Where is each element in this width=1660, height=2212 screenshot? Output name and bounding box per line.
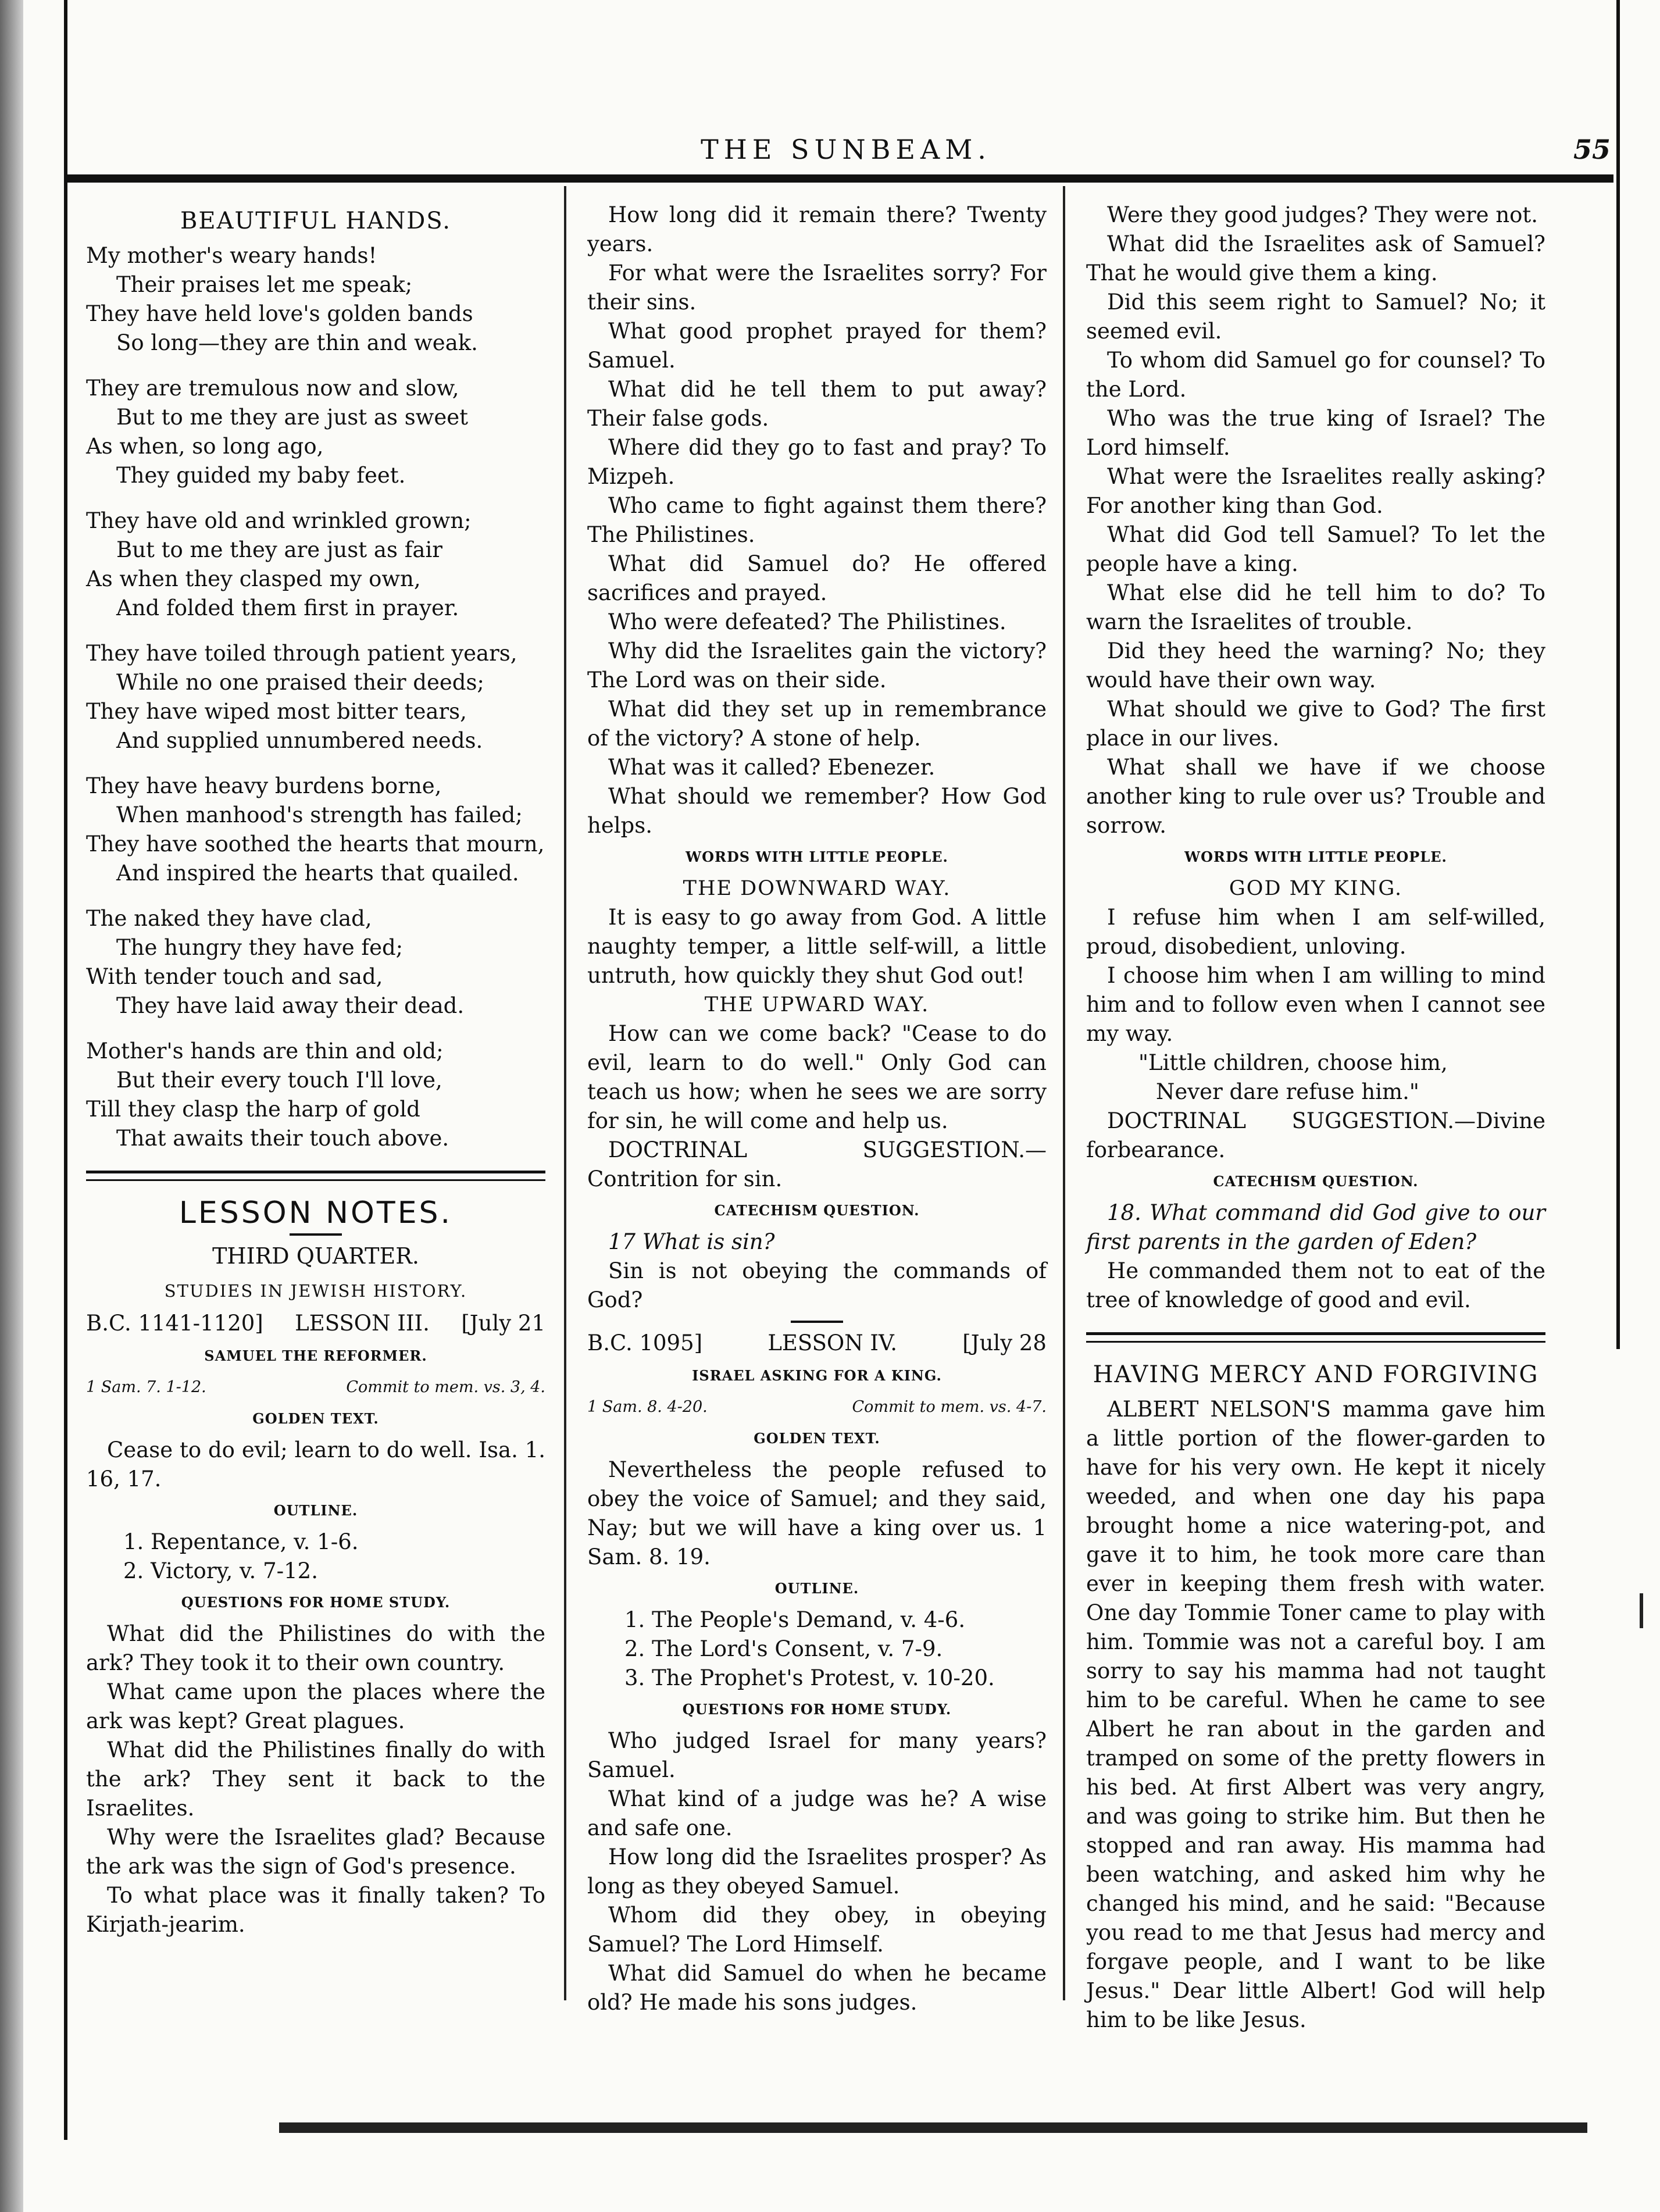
- lesson-4-commit: Commit to mem. vs. 4-7.: [852, 1398, 1047, 1416]
- lesson-3-month: [July 21: [461, 1311, 545, 1336]
- outline-item: 2. The Lord's Consent, v. 7-9.: [624, 1636, 943, 1661]
- doctrinal-suggestion: DOCTRINAL SUGGESTION.—Contrition for sin.: [587, 1137, 1047, 1191]
- golden-text: Cease to do evil; learn to do well. Isa. 1. 16, 17.: [86, 1437, 545, 1492]
- qa-item: What good prophet prayed for them? Samuel.: [587, 319, 1047, 373]
- lesson-3-commit: Commit to mem. vs. 3, 4.: [346, 1378, 545, 1396]
- margin-mark: [1640, 1593, 1643, 1628]
- qa-item: Did this seem right to Samuel? No; it seemed evil.: [1086, 290, 1545, 344]
- catechism-answer: Sin is not obeying the commands of God?: [587, 1258, 1047, 1312]
- lesson-4-line: [587, 1329, 1047, 1358]
- quote-line: "Little children, choose him,: [1138, 1050, 1448, 1075]
- poem-stanza: [86, 639, 545, 755]
- poem-stanza: [86, 772, 545, 888]
- qa-item: What did the Israelites ask of Samuel? That he would give them a king.: [1086, 231, 1545, 286]
- golden-text: Nevertheless the people refused to obey the voice of Samuel; and they said, Nay; but we will have a king over us. 1 Sam. 8. 19.: [587, 1457, 1047, 1569]
- poem-line: They have held love's golden bands: [86, 301, 473, 326]
- question: What did the Philistines do with the ark? They took it to their own country.: [86, 1621, 545, 1675]
- poem-line: And folded them first in prayer.: [116, 595, 459, 620]
- qa-item: For what were the Israelites sorry? For their sins.: [587, 261, 1047, 315]
- doctrinal-suggestion: DOCTRINAL SUGGESTION.—Divine forbearance.: [1086, 1108, 1545, 1162]
- poem-line: They have laid away their dead.: [116, 993, 465, 1018]
- qa-item: Were they good judges? They were not.: [1107, 202, 1538, 227]
- poem-line: Till they clasp the harp of gold: [86, 1097, 420, 1122]
- qa-item: Who came to fight against them there? The Philistines.: [587, 493, 1047, 547]
- catechism-question: 17 What is sin?: [608, 1229, 775, 1254]
- poem-line: They have heavy burdens borne,: [86, 773, 442, 798]
- qa-item: How long did it remain there? Twenty years.: [587, 202, 1047, 256]
- poem-line: They have soothed the hearts that mourn,: [86, 832, 545, 857]
- lesson-notes-title: LESSON NOTES.: [179, 1196, 453, 1230]
- upward-title: THE UPWARD WAY.: [704, 993, 930, 1016]
- lesson-4-date: B.C. 1095]: [587, 1330, 703, 1355]
- poem-line: They guided my baby feet.: [116, 463, 406, 488]
- lesson-3-label: LESSON III.: [295, 1311, 430, 1336]
- question: What did Samuel do when he became old? He made his sons judges.: [587, 1961, 1047, 2015]
- outline-item: 1. Repentance, v. 1-6.: [123, 1529, 359, 1554]
- poem-line: My mother's weary hands!: [86, 243, 377, 268]
- catechism-label: CATECHISM QUESTION.: [1213, 1173, 1419, 1190]
- poem-line: The hungry they have fed;: [116, 935, 404, 960]
- poem-line: As when, so long ago,: [86, 434, 324, 459]
- lesson-3-title: SAMUEL THE REFORMER.: [204, 1347, 427, 1364]
- story-text: ALBERT NELSON'S mamma gave him a little portion of the flower-garden to have for his very own. He kept it nicely weeded, and when one day his papa brought home a nice watering-pot, and gave it to him, he took more care than ever in keeping them fresh with water. One day Tommie Toner came to play with him. Tommie was not a careful boy. I am sorry to say his mamma had not taught him to be careful. When he came to see Albert he ran about in the garden and tramped on some of the pretty flowers in his bed. At first Albert was very angry, and was going to strike him. But then he stopped and ran away. His mamma had been watching, and asked him why he changed his mind, and he said: "Because you read to me that Jesus had mercy and forgave people, and I want to be like Jesus." Dear little Albert! God will help him to be like Jesus.: [1086, 1397, 1545, 2032]
- question: Whom did they obey, in obeying Samuel? The Lord Himself.: [587, 1903, 1047, 1957]
- page-number: 55: [1573, 134, 1611, 165]
- studies-heading: STUDIES IN JEWISH HISTORY.: [164, 1281, 467, 1301]
- lesson-4-scripture: 1 Sam. 8. 4-20.: [587, 1398, 708, 1416]
- questions-label: QUESTIONS FOR HOME STUDY.: [682, 1701, 952, 1718]
- qa-item: What should we give to God? The first place in our lives.: [1086, 697, 1545, 751]
- poem: [86, 241, 545, 1153]
- poem-line: And inspired the hearts that quailed.: [116, 861, 519, 886]
- question: What kind of a judge was he? A wise and safe one.: [587, 1786, 1047, 1840]
- lesson-4-label: LESSON IV.: [767, 1330, 898, 1355]
- words-label: WORDS WITH LITTLE PEOPLE.: [686, 848, 948, 865]
- double-rule: [1086, 1332, 1545, 1343]
- words-label: WORDS WITH LITTLE PEOPLE.: [1184, 848, 1447, 865]
- poem-stanza: [86, 904, 545, 1021]
- lesson-4-title: ISRAEL ASKING FOR A KING.: [692, 1367, 942, 1384]
- page-header: [81, 134, 1611, 180]
- bottom-rule: [279, 2122, 1587, 2133]
- golden-text-label: GOLDEN TEXT.: [754, 1430, 880, 1447]
- lesson-3-line: [86, 1309, 545, 1338]
- poem-line: So long—they are thin and weak.: [116, 330, 478, 355]
- scan-edge: [0, 0, 23, 2212]
- poem-line: They have toiled through patient years,: [86, 641, 517, 666]
- poem-line: But to me they are just as sweet: [116, 405, 469, 430]
- poem-line: With tender touch and sad,: [86, 964, 383, 989]
- qa-item: Did they heed the warning? No; they would have their own way.: [1086, 638, 1545, 693]
- qa-item: Who were defeated? The Philistines.: [608, 609, 1006, 634]
- lesson-4-month: [July 28: [962, 1330, 1047, 1355]
- poem-stanza: [86, 506, 545, 623]
- right-border-rule: [1616, 0, 1620, 1349]
- catechism-answer: He commanded them not to eat of the tree of knowledge of good and evil.: [1086, 1258, 1545, 1312]
- catechism-label: CATECHISM QUESTION.: [714, 1202, 920, 1219]
- qa-item: What did God tell Samuel? To let the people have a king.: [1086, 522, 1545, 576]
- poem-line: They are tremulous now and slow,: [86, 376, 459, 401]
- refuse-text: I refuse him when I am self-willed, proud, disobedient, unloving.: [1086, 905, 1545, 959]
- double-rule: [86, 1171, 545, 1181]
- poem-line: They have old and wrinkled grown;: [86, 508, 472, 533]
- quote-line: Never dare refuse him.": [1156, 1079, 1419, 1104]
- story-title: HAVING MERCY AND FORGIVING: [1093, 1361, 1539, 1388]
- upward-text: How can we come back? "Cease to do evil, learn to do well." Only God can teach us how; when he sees we are sorry for sin, he will come and help us.: [587, 1021, 1047, 1133]
- short-rule: [290, 1233, 342, 1236]
- question: What came upon the places where the ark was kept? Great plagues.: [86, 1679, 545, 1733]
- qa-item: What were the Israelites really asking? For another king than God.: [1086, 464, 1545, 518]
- quarter-heading: THIRD QUARTER.: [212, 1243, 419, 1269]
- poem-stanza: [86, 1037, 545, 1153]
- short-rule: [791, 1321, 843, 1323]
- question: What did the Philistines finally do with the ark? They sent it back to the Israelites.: [86, 1738, 545, 1821]
- header-rule: [67, 174, 1613, 183]
- poem-line: While no one praised their deeds;: [116, 670, 484, 695]
- question: How long did the Israelites prosper? As long as they obeyed Samuel.: [587, 1844, 1047, 1899]
- poem-title: BEAUTIFUL HANDS.: [180, 208, 451, 234]
- poem-line: And supplied unnumbered needs.: [116, 728, 483, 753]
- column-2: [587, 201, 1047, 2017]
- catechism-question: 18. What command did God give to our first parents in the garden of Eden?: [1086, 1200, 1545, 1254]
- lesson-3-scripture: 1 Sam. 7. 1-12.: [86, 1378, 206, 1396]
- question: Why were the Israelites glad? Because the ark was the sign of God's presence.: [86, 1825, 545, 1879]
- downward-title: THE DOWNWARD WAY.: [683, 877, 951, 900]
- choose-text: I choose him when I am willing to mind him and to follow even when I cannot see my way.: [1086, 963, 1545, 1046]
- poem-line: Their praises let me speak;: [116, 272, 413, 297]
- qa-item: What did Samuel do? He offered sacrifices and prayed.: [587, 551, 1047, 605]
- outline-label: OUTLINE.: [273, 1502, 358, 1519]
- outline-label: OUTLINE.: [774, 1580, 859, 1597]
- poem-line: That awaits their touch above.: [116, 1126, 449, 1151]
- column-1: [86, 201, 545, 1939]
- poem-line: Mother's hands are thin and old;: [86, 1039, 444, 1064]
- qa-item: What did he tell them to put away? Their false gods.: [587, 377, 1047, 431]
- outline-item: 3. The Prophet's Protest, v. 10-20.: [624, 1665, 995, 1690]
- column-divider-2: [1063, 186, 1065, 2000]
- lesson-4-reference: [587, 1393, 1047, 1422]
- lesson-3-date: B.C. 1141-1120]: [86, 1311, 263, 1336]
- question: To what place was it finally taken? To Kirjath-jearim.: [86, 1883, 545, 1937]
- qa-item: What shall we have if we choose another king to rule over us? Trouble and sorrow.: [1086, 755, 1545, 838]
- left-border-rule: [64, 0, 67, 2140]
- outline-item: 2. Victory, v. 7-12.: [123, 1558, 318, 1583]
- poem-line: But to me they are just as fair: [116, 537, 442, 562]
- golden-text-label: GOLDEN TEXT.: [252, 1410, 379, 1427]
- downward-text: It is easy to go away from God. A little naughty temper, a little self-will, a little untruth, how quickly they shut God out!: [587, 905, 1047, 988]
- qa-item: What did they set up in remembrance of the victory? A stone of help.: [587, 697, 1047, 751]
- questions-label: QUESTIONS FOR HOME STUDY.: [181, 1594, 451, 1611]
- poem-line: When manhood's strength has failed;: [116, 802, 523, 827]
- outline-item: 1. The People's Demand, v. 4-6.: [624, 1607, 966, 1632]
- poem-line: The naked they have clad,: [86, 906, 372, 931]
- qa-item: What else did he tell him to do? To warn the Israelites of trouble.: [1086, 580, 1545, 634]
- qa-item: Where did they go to fast and pray? To Mizpeh.: [587, 435, 1047, 489]
- qa-item: What should we remember? How God helps.: [587, 784, 1047, 838]
- poem-line: As when they clasped my own,: [86, 566, 421, 591]
- poem-stanza: [86, 374, 545, 490]
- qa-item: Who was the true king of Israel? The Lord himself.: [1086, 406, 1545, 460]
- qa-item: Why did the Israelites gain the victory? The Lord was on their side.: [587, 638, 1047, 693]
- column-divider-1: [564, 186, 566, 2000]
- god-my-king-title: GOD MY KING.: [1229, 877, 1403, 900]
- poem-stanza: [86, 241, 545, 358]
- column-3: [1086, 201, 1545, 2035]
- question: Who judged Israel for many years? Samuel.: [587, 1728, 1047, 1782]
- qa-item: To whom did Samuel go for counsel? To the Lord.: [1086, 348, 1545, 402]
- qa-item: What was it called? Ebenezer.: [608, 755, 936, 780]
- poem-line: They have wiped most bitter tears,: [86, 699, 467, 724]
- lesson-3-reference: [86, 1373, 545, 1402]
- poem-line: But their every touch I'll love,: [116, 1068, 442, 1093]
- running-title: THE SUNBEAM.: [701, 134, 991, 165]
